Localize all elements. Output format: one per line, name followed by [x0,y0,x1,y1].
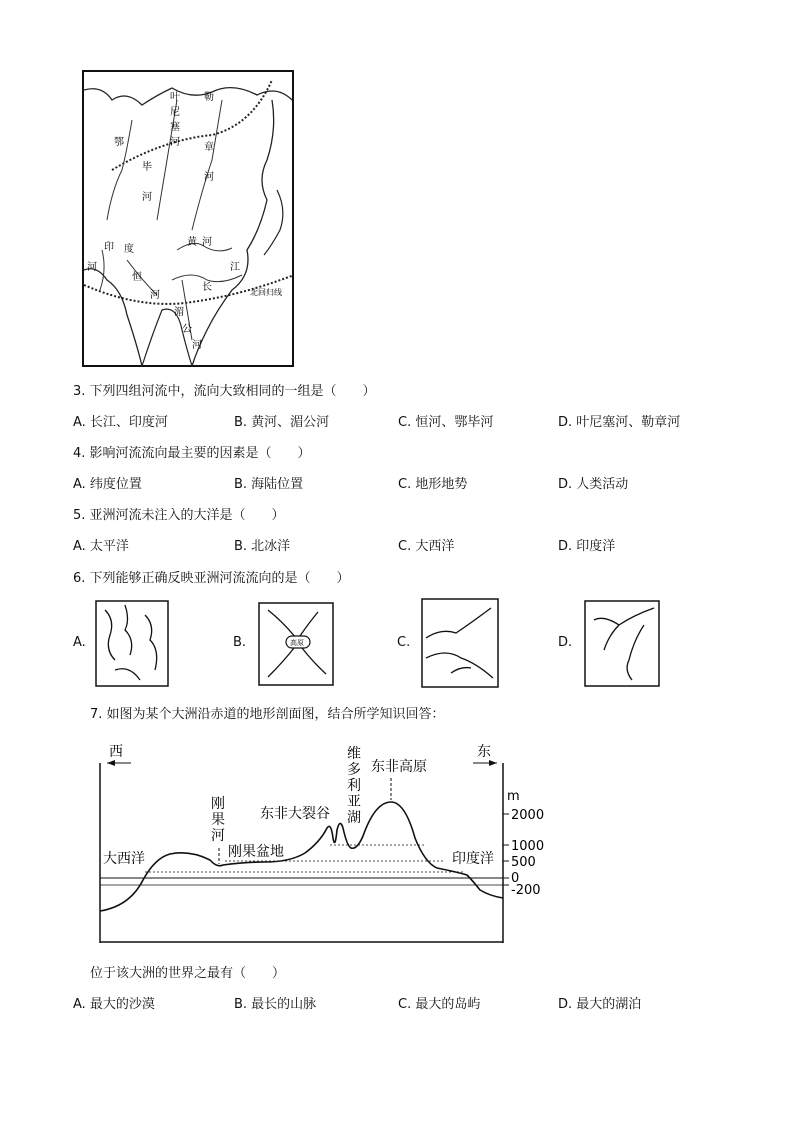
map-label-he3: 河 [142,192,152,203]
tick-label-0: 0 [511,871,520,886]
profile-label-victoria-4: 亚 [347,794,361,810]
map-label-he5: 河 [87,262,97,273]
q6-d-frame [585,601,659,686]
q6-option-a-image[interactable] [95,600,169,687]
q7-option-a[interactable]: A. 最大的沙漠 [73,997,155,1012]
map-label-huang: 黄 [187,237,197,248]
map-label-heng: 恒 [132,272,142,283]
q6-b-plateau-label: 高原 [290,639,304,647]
q4-option-a[interactable]: A. 纬度位置 [73,477,142,492]
q3-option-a[interactable]: A. 长江、印度河 [73,415,168,430]
map-label-e: 鄂 [114,137,124,148]
map-label-zhang: 章 [204,142,214,153]
tick-label-2000: 2000 [511,808,545,823]
east-arrow-head [489,760,497,766]
profile-west-label: 西 [109,744,123,760]
q7-option-b[interactable]: B. 最长的山脉 [234,997,317,1012]
map-label-gong: 公 [182,324,192,335]
map-label-le: 勒 [204,92,214,103]
q5-stem: 5. 亚洲河流未注入的大洋是（ ） [73,508,285,523]
profile-label-atlantic: 大西洋 [103,851,145,867]
map-label-sai: 塞 [170,122,180,133]
map-label-he4: 河 [202,237,212,248]
q6-option-b-letter[interactable]: B. [233,635,247,650]
profile-label-victoria-1: 维 [347,746,361,762]
map-label-du: 度 [124,244,134,255]
map-label-yin: 印 [104,242,114,253]
q6-stem: 6. 下列能够正确反映亚洲河流流向的是（ ） [73,571,350,586]
profile-label-victoria-3: 利 [347,778,361,794]
q3-option-d[interactable]: D. 叶尼塞河、勒章河 [558,415,681,430]
q3-option-b[interactable]: B. 黄河、湄公河 [234,415,330,430]
map-label-he6: 河 [150,290,160,301]
asia-river-map [82,70,294,367]
q5-option-a[interactable]: A. 太平洋 [73,539,129,554]
profile-label-victoria-2: 多 [347,762,361,778]
q4-stem: 4. 影响河流流向最主要的因素是（ ） [73,446,311,461]
map-label-mei: 湄 [174,307,184,318]
map-label-he2: 河 [204,172,214,183]
profile-label-indian: 印度洋 [452,851,494,867]
equator-profile-diagram [95,738,555,948]
profile-label-congo-river-3: 河 [211,828,225,844]
west-arrow-head [107,760,115,766]
map-label-ni: 尼 [170,107,180,118]
q6-option-c-image[interactable] [421,598,499,688]
q6-c-frame [422,599,498,687]
q6-option-c-letter[interactable]: C. [397,635,411,650]
q4-option-c[interactable]: C. 地形地势 [398,477,468,492]
q5-option-c[interactable]: C. 大西洋 [398,539,455,554]
map-label-chang: 长 [202,282,212,293]
q7-stem: 7. 如图为某个大洲沿赤道的地形剖面图，结合所学知识回答： [90,707,445,722]
tick-label-500: 500 [511,855,536,870]
tick-label-1000: 1000 [511,839,545,854]
profile-label-rift: 东非大裂谷 [260,806,330,822]
map-label-bi: 毕 [142,162,152,173]
map-label-ye: 叶 [170,92,180,103]
profile-east-label: 东 [477,744,491,760]
q4-option-d[interactable]: D. 人类活动 [558,477,629,492]
q5-option-b[interactable]: B. 北冰洋 [234,539,291,554]
q3-option-c[interactable]: C. 恒河、鄂毕河 [398,415,494,430]
q7-option-d[interactable]: D. 最大的湖泊 [558,997,642,1012]
q7-follow: 位于该大洲的世界之最有（ ） [90,966,286,981]
q6-option-d-image[interactable] [584,600,660,687]
tick-label-neg200: -200 [511,883,541,898]
q3-stem: 3. 下列四组河流中，流向大致相同的一组是（ ） [73,384,376,399]
q4-option-b[interactable]: B. 海陆位置 [234,477,304,492]
q7-option-c[interactable]: C. 最大的岛屿 [398,997,481,1012]
profile-unit: m [507,789,520,804]
q6-option-d-letter[interactable]: D. [558,635,573,650]
map-label-he1: 河 [170,137,180,148]
map-label-tropic: 北回归线 [250,288,282,297]
profile-label-congo-river-1: 刚 [211,796,225,812]
asia-river-map-svg [82,70,294,367]
q5-option-d[interactable]: D. 印度洋 [558,539,616,554]
map-label-jiang: 江 [230,262,240,273]
q6-option-b-image[interactable] [258,602,334,686]
profile-label-congo-river-2: 果 [211,812,225,828]
profile-label-plateau: 东非高原 [371,759,427,775]
q6-option-a-letter[interactable]: A. [73,635,86,650]
profile-label-victoria-5: 湖 [347,810,361,826]
profile-label-congo-basin: 刚果盆地 [228,844,284,860]
map-label-he7: 河 [192,340,202,351]
